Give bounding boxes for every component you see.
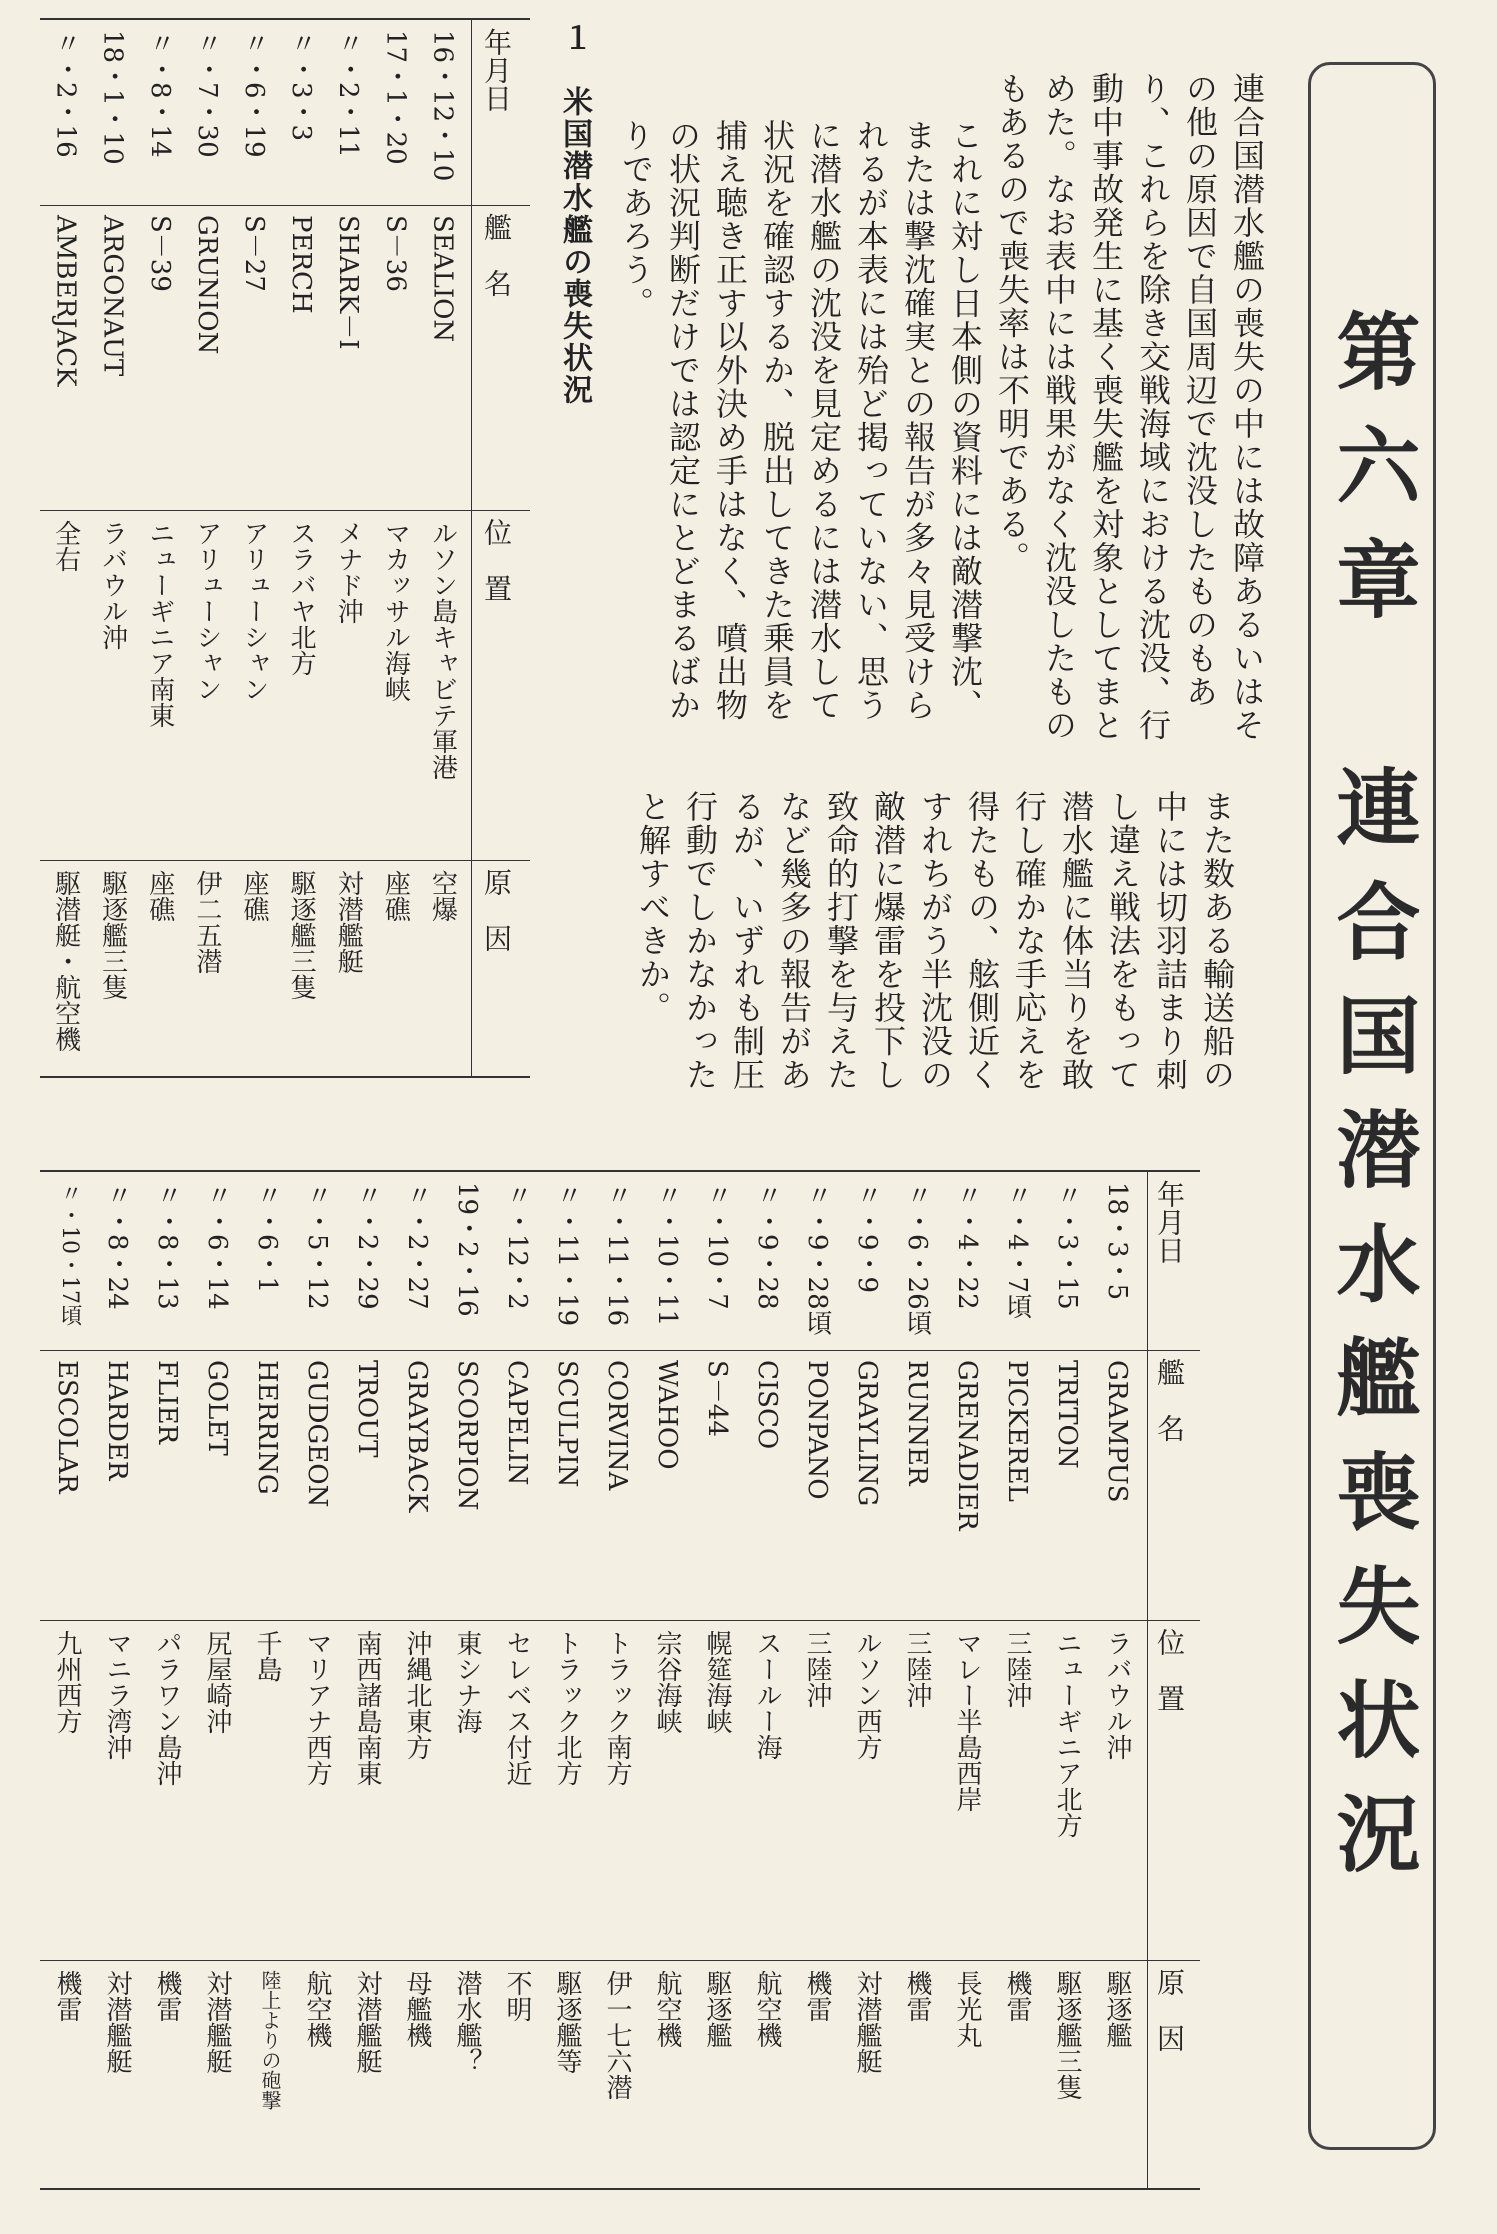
table-cell-date: 〃・10・7 [702, 1182, 732, 1310]
table-cell-location: 沖縄北東方 [402, 1630, 432, 1760]
table-header-date: 年月日 [480, 28, 513, 112]
table-cell-date: 〃・2・29 [352, 1182, 382, 1310]
table-row-divider [40, 1960, 1200, 1961]
table-cell-date: 〃・8・13 [152, 1182, 182, 1310]
table-cell-date: 〃・9・28頃 [802, 1182, 832, 1336]
table-cell-location: ニューギニア南東 [144, 520, 175, 728]
table-cell-name: GRENADIER [952, 1360, 982, 1531]
table-cell-cause: 不明 [502, 1970, 532, 2022]
table-cell-date: 〃・6・26頃 [902, 1182, 932, 1336]
table-cell-date: 18・1・10 [97, 30, 128, 165]
table-cell-name: GRAMPUS [1102, 1360, 1132, 1503]
table-cell-location: マニラ湾沖 [102, 1630, 132, 1760]
table-cell-location: セレベス付近 [502, 1630, 532, 1786]
table-cell-location: 全右 [50, 520, 81, 572]
table-cell-date: 〃・2・11 [333, 30, 364, 158]
table-cell-date: 19・2・16 [452, 1182, 482, 1317]
table-cell-date: 〃・4・7頃 [1002, 1182, 1032, 1320]
table-cell-location: パラワン島沖 [152, 1630, 182, 1786]
table-header-location: 位 置 [1153, 1628, 1186, 1712]
submarine-loss-table-2 [40, 1170, 1200, 2190]
table-cell-cause: 機雷 [52, 1970, 82, 2022]
table-cell-cause: 座礁 [380, 870, 411, 922]
table-header-name: 艦 名 [480, 213, 513, 297]
prose-lower [634, 790, 1240, 1120]
table-cell-date: 〃・6・14 [202, 1182, 232, 1310]
table-row-divider [40, 1620, 1200, 1621]
table-cell-cause: 長光丸 [952, 1970, 982, 2048]
table-cell-cause: 駆逐艦等 [552, 1970, 582, 2074]
prose-paragraph: これに対し日本側の資料には敵潜撃沈、または撃沈確実との報告が多々見受けられるが本表には殆ど掲っていない、思うに潜水艦の沈没を見定めるには潜水して状況を確認するか、脱出してきた乗員を捕え聴き正す以外決め手はなく、噴出物の状況判断だけでは認定にとどまるばかりであろう。 [617, 119, 984, 722]
table-row-divider [40, 1350, 1200, 1351]
table-cell-cause: 対潜艦艇 [333, 870, 364, 974]
table-cell-location: 三陸沖 [902, 1630, 932, 1708]
table-cell-cause: 母艦機 [402, 1970, 432, 2048]
table-cell-location: 宗谷海峡 [652, 1630, 682, 1734]
table-cell-location: メナド沖 [333, 520, 364, 624]
table-cell-name: CORVINA [602, 1360, 632, 1491]
table-cell-name: GRAYBACK [402, 1360, 432, 1513]
table-cell-cause: 対潜艦艇 [202, 1970, 232, 2074]
table-cell-name: WAHOO [652, 1360, 682, 1470]
table-cell-name: S－39 [144, 215, 175, 292]
table-cell-cause: 駆逐艦 [702, 1970, 732, 2048]
table-cell-name: S－27 [239, 215, 269, 292]
table-header-cause: 原 因 [480, 868, 513, 952]
table-cell-name: TROUT [352, 1360, 382, 1458]
table-cell-date: 〃・8・24 [102, 1182, 132, 1310]
table-cell-date: 〃・3・3 [286, 30, 317, 142]
table-cell-name: S－44 [702, 1360, 732, 1437]
submarine-loss-table-1 [40, 18, 530, 1078]
table-cell-location: マリアナ西方 [302, 1630, 332, 1786]
table-cell-location: アリューシャン [191, 520, 222, 702]
table-cell-location: 九州西方 [52, 1630, 82, 1734]
table-row-divider [40, 510, 530, 511]
table-cell-location: ルソン島キャビテ軍港 [427, 520, 458, 780]
table-cell-cause: 対潜艦艇 [852, 1970, 882, 2074]
table-header-name: 艦 名 [1153, 1358, 1186, 1442]
table-cell-cause: 駆潜艇・航空機 [50, 870, 81, 1052]
table-cell-cause: 駆逐艦三隻 [97, 870, 128, 1000]
table-cell-date: 〃・10・17頃 [57, 1182, 82, 1326]
table-cell-cause: 対潜艦艇 [352, 1970, 382, 2074]
table-cell-cause: 座礁 [239, 870, 269, 922]
chapter-title: 第六章 連合国潜水艦喪失状況 [1323, 308, 1421, 1904]
table-cell-location: ラバウル沖 [97, 520, 128, 650]
table-header-cause: 原 因 [1153, 1968, 1186, 2052]
table-cell-date: 〃・8・14 [144, 30, 175, 158]
table-cell-date: 17・1・20 [380, 30, 411, 165]
table-cell-name: GUDGEON [302, 1360, 332, 1508]
table-cell-location: トラック北方 [552, 1630, 582, 1786]
table-cell-date: 〃・12・2 [502, 1182, 532, 1310]
table-cell-location: 幌筵海峡 [702, 1630, 732, 1734]
table-cell-location: マカッサル海峡 [380, 520, 411, 702]
table-cell-name: SEALION [427, 215, 458, 343]
table-cell-location: 南西諸島南東 [352, 1630, 382, 1786]
table-cell-cause: 航空機 [752, 1970, 782, 2048]
table-cell-cause: 機雷 [152, 1970, 182, 2022]
table-cell-name: S－36 [380, 215, 411, 292]
table-cell-cause: 機雷 [1002, 1970, 1032, 2022]
table-cell-cause: 駆逐艦三隻 [1052, 1970, 1082, 2100]
table-cell-name: CISCO [752, 1360, 782, 1450]
table-cell-location: アリューシャン [239, 520, 269, 702]
prose-upper [617, 72, 1270, 752]
table-cell-name: PICKEREL [1002, 1360, 1032, 1502]
table-cell-cause: 駆逐艦 [1102, 1970, 1132, 2048]
table-header-date: 年月日 [1153, 1180, 1186, 1264]
table-cell-date: 16・12・10 [427, 30, 458, 182]
table-cell-location: 東シナ海 [452, 1630, 482, 1734]
table-cell-location: スラバヤ北方 [286, 520, 317, 676]
table-cell-date: 〃・11・19 [552, 1182, 582, 1327]
table-cell-date: 〃・5・12 [302, 1182, 332, 1310]
table-cell-date: 〃・2・27 [402, 1182, 432, 1310]
prose-paragraph: 連合国潜水艦の喪失の中には故障あるいはその他の原因で自国周辺で沈没したものもあり、これらを除き交戦海域における沈没、行動中事故発生に基く喪失艦を対象としてまとめた。なお表中には戦果がなく沈没したものもあるので喪失率は不明である。 [993, 72, 1266, 742]
table-cell-cause: 機雷 [802, 1970, 832, 2022]
table-cell-date: 〃・3・15 [1052, 1182, 1082, 1310]
table-cell-cause: 陸上よりの砲撃 [258, 1970, 282, 2110]
table-header-location: 位 置 [480, 518, 513, 602]
table-cell-location: ニューギニア北方 [1052, 1630, 1082, 1838]
table-cell-date: 〃・9・9 [852, 1182, 882, 1294]
table-cell-date: 〃・11・16 [602, 1182, 632, 1327]
table-cell-location: マレー半島西岸 [952, 1630, 982, 1812]
table-cell-cause: 機雷 [902, 1970, 932, 2022]
table-cell-date: 〃・2・16 [50, 30, 81, 158]
table-cell-location: 三陸沖 [802, 1630, 832, 1708]
table-cell-name: GRAYLING [852, 1360, 882, 1507]
table-cell-name: AMBERJACK [50, 215, 81, 387]
table-cell-date: 〃・4・22 [952, 1182, 982, 1310]
table-cell-name: RUNNER [902, 1360, 932, 1486]
table-cell-location: 尻屋崎沖 [202, 1630, 232, 1734]
table-cell-date: 18・3・5 [1102, 1182, 1132, 1301]
table-cell-name: FLIER [152, 1360, 182, 1445]
table-cell-name: SCULPIN [552, 1360, 582, 1488]
table-cell-cause: 駆逐艦三隻 [286, 870, 317, 1000]
table-cell-name: ESCOLAR [52, 1360, 82, 1494]
table-row-divider [40, 205, 530, 206]
section-heading: １ 米国潜水艦の喪失状況 [557, 22, 592, 406]
table-cell-location: ラバウル沖 [1102, 1630, 1132, 1760]
table-cell-name: PONPANO [802, 1360, 832, 1500]
table-cell-name: SHARK－I [333, 215, 364, 350]
table-cell-location: ルソン西方 [852, 1630, 882, 1760]
table-cell-cause: 航空機 [652, 1970, 682, 2048]
chapter-title-box [1308, 62, 1436, 2150]
table-cell-name: HERRING [252, 1360, 282, 1495]
prose-paragraph: また数ある輸送船の中には切羽詰まり刺し違え戦法をもって潜水艦に体当りを敢行し確かな手応えを得たもの、舷側近くすれちがう半沈没の敵潜に爆雷を投下し致命的打撃を与えたなど幾多の報告があるが、いずれも制圧行動でしかなかったと解すべきか。 [634, 790, 1236, 1092]
table-cell-name: ARGONAUT [97, 215, 128, 377]
table-row-divider [40, 860, 530, 861]
table-cell-name: CAPELIN [502, 1360, 532, 1486]
table-cell-name: HARDER [102, 1360, 132, 1481]
table-cell-date: 〃・10・11 [652, 1182, 682, 1327]
table-cell-cause: 対潜艦艇 [102, 1970, 132, 2074]
table-cell-date: 〃・7・30 [191, 30, 222, 158]
table-cell-name: TRITON [1052, 1360, 1082, 1469]
table-cell-name: GRUNION [191, 215, 222, 355]
table-cell-name: GOLET [202, 1360, 232, 1456]
table-cell-name: PERCH [286, 215, 317, 314]
table-cell-location: 三陸沖 [1002, 1630, 1032, 1708]
table-cell-date: 〃・6・19 [239, 30, 269, 158]
table-cell-date: 〃・6・1 [252, 1182, 282, 1294]
table-cell-cause: 潜水艦？ [452, 1970, 482, 2074]
table-cell-location: 千島 [252, 1630, 282, 1682]
table-cell-name: SCORPION [452, 1360, 482, 1511]
table-cell-cause: 空爆 [427, 870, 458, 922]
table-cell-cause: 航空機 [302, 1970, 332, 2048]
table-cell-cause: 伊二五潜 [191, 870, 222, 974]
table-cell-location: トラック南方 [602, 1630, 632, 1786]
table-cell-cause: 座礁 [144, 870, 175, 922]
table-cell-date: 〃・9・28 [752, 1182, 782, 1310]
table-cell-location: スールー海 [752, 1630, 782, 1760]
table-cell-cause: 伊一七六潜 [602, 1970, 632, 2100]
